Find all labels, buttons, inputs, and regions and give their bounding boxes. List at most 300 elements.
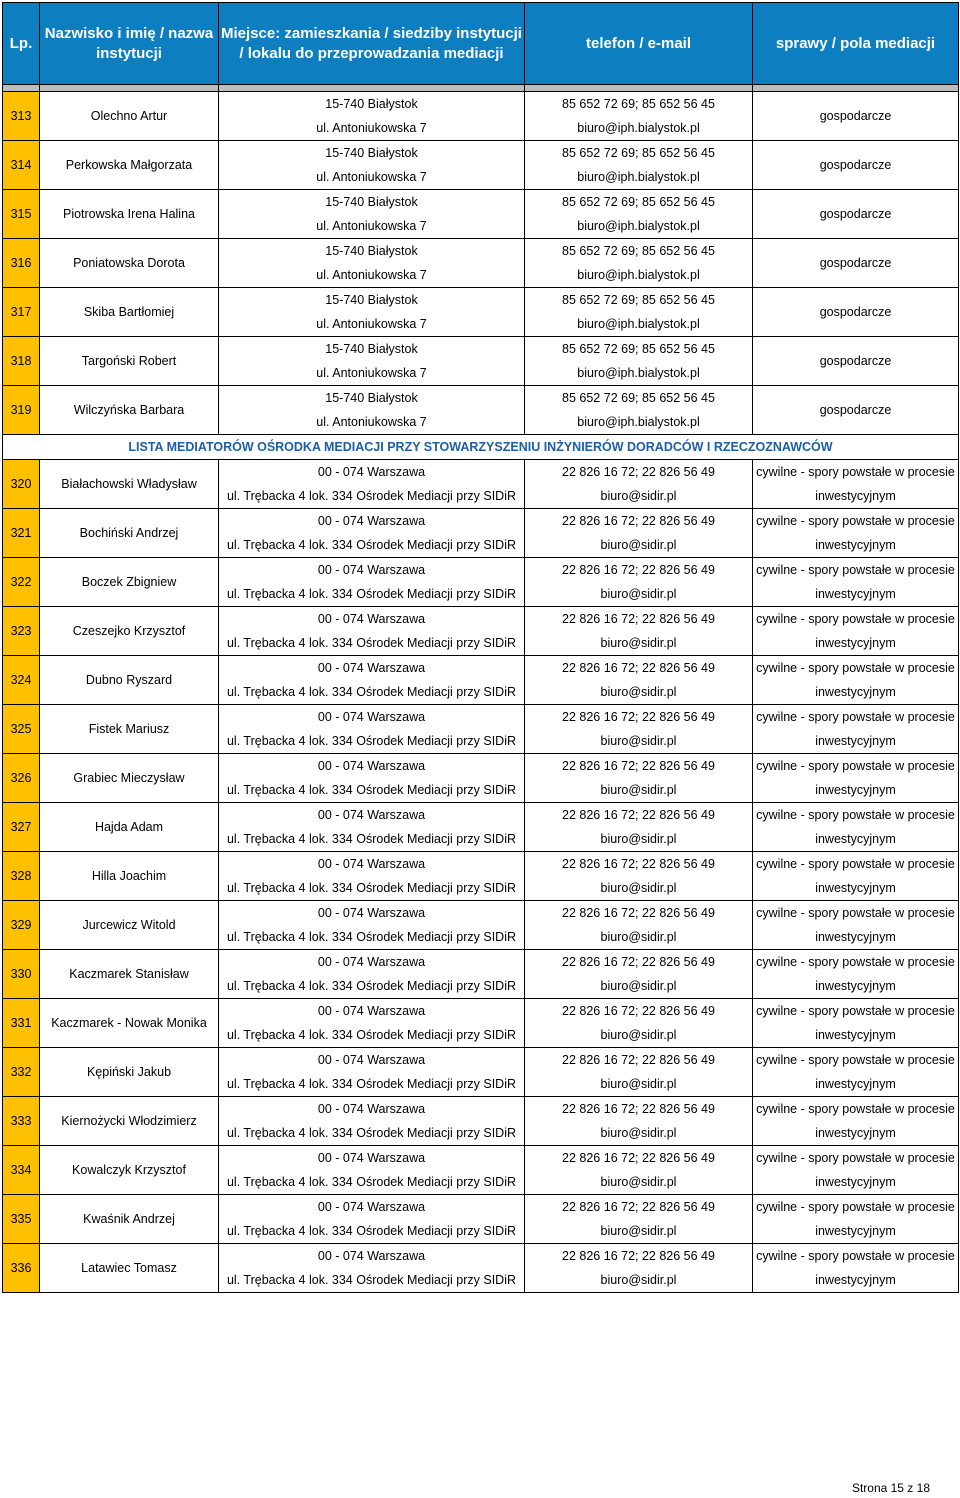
address xyxy=(219,1146,525,1195)
mediator-name xyxy=(40,705,219,754)
address xyxy=(219,950,525,999)
address-street: ul. Trębacka 4 lok. 334 Ośrodek Mediacji przy SIDiR xyxy=(226,1028,516,1042)
address-city: 15-740 Białystok xyxy=(325,391,418,405)
address-street: ul. Trębacka 4 lok. 334 Ośrodek Mediacji przy SIDiR xyxy=(226,587,516,601)
cases xyxy=(753,509,959,558)
mediator-name xyxy=(40,190,219,239)
table-row xyxy=(3,607,959,656)
address-city: 15-740 Białystok xyxy=(325,244,418,258)
address-street: ul. Trębacka 4 lok. 334 Ośrodek Mediacji przy SIDiR xyxy=(226,979,516,993)
address-city: 00 - 074 Warszawa xyxy=(317,1249,426,1263)
row-number xyxy=(3,607,40,656)
cases-text: cywilne - spory powstałe w procesie xyxy=(756,1102,955,1116)
cases-text: cywilne - spory powstałe w procesie xyxy=(756,563,955,577)
email-text: biuro@iph.bialystok.pl xyxy=(577,170,700,184)
table-row xyxy=(3,754,959,803)
cases-text-2: inwestycyjnym xyxy=(815,832,896,846)
address-city: 15-740 Białystok xyxy=(325,195,418,209)
cases-text-2: inwestycyjnym xyxy=(815,1028,896,1042)
mediator-name-text: Kępiński Jakub xyxy=(86,1065,172,1079)
contact xyxy=(525,901,753,950)
phone-text: 22 826 16 72; 22 826 56 49 xyxy=(562,514,715,528)
email-text: biuro@iph.bialystok.pl xyxy=(577,121,700,135)
row-number xyxy=(3,558,40,607)
mediators-table xyxy=(2,84,959,1293)
cases-text: cywilne - spory powstałe w procesie xyxy=(756,465,955,479)
address xyxy=(219,1195,525,1244)
row-number xyxy=(3,386,40,435)
cases xyxy=(753,1048,959,1097)
table-row xyxy=(3,92,959,141)
table-row xyxy=(3,1048,959,1097)
contact xyxy=(525,1195,753,1244)
address-city: 00 - 074 Warszawa xyxy=(317,1151,426,1165)
row-number xyxy=(3,92,40,141)
cases-text-2: inwestycyjnym xyxy=(815,783,896,797)
address-street: ul. Antoniukowska 7 xyxy=(316,121,427,135)
mediator-name xyxy=(40,656,219,705)
address xyxy=(219,558,525,607)
contact xyxy=(525,509,753,558)
cases-text: cywilne - spory powstałe w procesie xyxy=(756,808,955,822)
row-number-text: 313 xyxy=(10,109,32,123)
address xyxy=(219,999,525,1048)
email-text: biuro@iph.bialystok.pl xyxy=(577,366,700,380)
mediator-name xyxy=(40,92,219,141)
mediator-name-text: Fistek Mariusz xyxy=(88,722,170,736)
row-number xyxy=(3,1146,40,1195)
cases-text-2: inwestycyjnym xyxy=(815,1077,896,1091)
address xyxy=(219,337,525,386)
mediator-name xyxy=(40,999,219,1048)
email-text: biuro@sidir.pl xyxy=(600,1028,677,1042)
contact xyxy=(525,1244,753,1293)
row-number-text: 336 xyxy=(10,1261,32,1275)
row-number xyxy=(3,337,40,386)
email-text: biuro@sidir.pl xyxy=(600,1273,677,1287)
phone-text: 85 652 72 69; 85 652 56 45 xyxy=(562,391,715,405)
mediator-name xyxy=(40,852,219,901)
table-row xyxy=(3,141,959,190)
address-street: ul. Trębacka 4 lok. 334 Ośrodek Mediacji przy SIDiR xyxy=(226,636,516,650)
email-text: biuro@sidir.pl xyxy=(600,1175,677,1189)
row-number xyxy=(3,1048,40,1097)
spacer-cell xyxy=(40,85,219,92)
mediator-name-text: Kowalczyk Krzysztof xyxy=(72,1163,186,1177)
address xyxy=(219,288,525,337)
address xyxy=(219,190,525,239)
row-number-text: 335 xyxy=(10,1212,32,1226)
row-number xyxy=(3,803,40,852)
cases xyxy=(753,190,959,239)
cases-text: cywilne - spory powstałe w procesie xyxy=(756,710,955,724)
table-row xyxy=(3,288,959,337)
row-number xyxy=(3,901,40,950)
email-text: biuro@iph.bialystok.pl xyxy=(577,317,700,331)
mediator-name-text: Hilla Joachim xyxy=(91,869,167,883)
cases-text-2: inwestycyjnym xyxy=(815,881,896,895)
mediator-name-text: Grabiec Mieczysław xyxy=(73,771,185,785)
mediator-name-text: Kaczmarek Stanisław xyxy=(69,967,189,981)
row-number xyxy=(3,950,40,999)
mediator-name-text: Dubno Ryszard xyxy=(85,673,173,687)
address-street: ul. Antoniukowska 7 xyxy=(316,170,427,184)
mediator-name-text: Boczek Zbigniew xyxy=(81,575,177,589)
email-text: biuro@sidir.pl xyxy=(600,930,677,944)
contact xyxy=(525,1097,753,1146)
row-number-text: 314 xyxy=(10,158,32,172)
address-city: 00 - 074 Warszawa xyxy=(317,710,426,724)
email-text: biuro@iph.bialystok.pl xyxy=(577,219,700,233)
table-row xyxy=(3,1244,959,1293)
row-number-text: 327 xyxy=(10,820,32,834)
mediator-name-text: Latawiec Tomasz xyxy=(81,1261,177,1275)
row-number xyxy=(3,239,40,288)
cases-text: gospodarcze xyxy=(819,305,892,319)
address xyxy=(219,607,525,656)
row-number-text: 315 xyxy=(10,207,32,221)
address-street: ul. Trębacka 4 lok. 334 Ośrodek Mediacji przy SIDiR xyxy=(226,1224,516,1238)
header-cases: sprawy / pola mediacji xyxy=(753,3,959,86)
cases-text: cywilne - spory powstałe w procesie xyxy=(756,955,955,969)
cases xyxy=(753,1097,959,1146)
mediator-name-text: Skiba Bartłomiej xyxy=(83,305,175,319)
address-city: 00 - 074 Warszawa xyxy=(317,1053,426,1067)
contact xyxy=(525,1146,753,1195)
contact xyxy=(525,460,753,509)
email-text: biuro@iph.bialystok.pl xyxy=(577,268,700,282)
mediator-name-text: Białachowski Władysław xyxy=(61,477,197,491)
address-street: ul. Trębacka 4 lok. 334 Ośrodek Mediacji przy SIDiR xyxy=(226,489,516,503)
cases xyxy=(753,337,959,386)
mediator-name-text: Czeszejko Krzysztof xyxy=(72,624,186,638)
address xyxy=(219,1097,525,1146)
email-text: biuro@sidir.pl xyxy=(600,538,677,552)
phone-text: 22 826 16 72; 22 826 56 49 xyxy=(562,1200,715,1214)
address-street: ul. Trębacka 4 lok. 334 Ośrodek Mediacji przy SIDiR xyxy=(226,1273,516,1287)
row-number-text: 319 xyxy=(10,403,32,417)
row-number-text: 325 xyxy=(10,722,32,736)
row-number-text: 334 xyxy=(10,1163,32,1177)
cases-text: gospodarcze xyxy=(819,256,892,270)
mediator-name xyxy=(40,141,219,190)
address-street: ul. Antoniukowska 7 xyxy=(316,415,427,429)
address-street: ul. Antoniukowska 7 xyxy=(316,268,427,282)
address-city: 00 - 074 Warszawa xyxy=(317,1102,426,1116)
cases-text: cywilne - spory powstałe w procesie xyxy=(756,906,955,920)
address-street: ul. Trębacka 4 lok. 334 Ośrodek Mediacji przy SIDiR xyxy=(226,734,516,748)
cases-text-2: inwestycyjnym xyxy=(815,930,896,944)
mediator-name-text: Targoński Robert xyxy=(81,354,177,368)
address-street: ul. Antoniukowska 7 xyxy=(316,366,427,380)
mediator-name xyxy=(40,1146,219,1195)
cases xyxy=(753,386,959,435)
contact xyxy=(525,386,753,435)
row-number xyxy=(3,999,40,1048)
cases xyxy=(753,141,959,190)
email-text: biuro@sidir.pl xyxy=(600,881,677,895)
cases xyxy=(753,239,959,288)
section-title: LISTA MEDIATORÓW OŚRODKA MEDIACJI PRZY STOWARZYSZENIU INŻYNIERÓW DORADCÓW I RZECZOZNAWCÓW xyxy=(3,435,959,460)
header-phone: telefon / e-mail xyxy=(525,3,753,86)
table-row xyxy=(3,999,959,1048)
cases-text: cywilne - spory powstałe w procesie xyxy=(756,1053,955,1067)
cases-text: cywilne - spory powstałe w procesie xyxy=(756,1200,955,1214)
phone-text: 22 826 16 72; 22 826 56 49 xyxy=(562,857,715,871)
mediator-name xyxy=(40,460,219,509)
cases-text-2: inwestycyjnym xyxy=(815,1126,896,1140)
contact xyxy=(525,190,753,239)
cases-text: gospodarcze xyxy=(819,207,892,221)
email-text: biuro@sidir.pl xyxy=(600,1224,677,1238)
phone-text: 22 826 16 72; 22 826 56 49 xyxy=(562,563,715,577)
row-number xyxy=(3,754,40,803)
email-text: biuro@sidir.pl xyxy=(600,734,677,748)
table-row xyxy=(3,852,959,901)
cases xyxy=(753,288,959,337)
row-number-text: 333 xyxy=(10,1114,32,1128)
table-row xyxy=(3,705,959,754)
address xyxy=(219,803,525,852)
cases xyxy=(753,1244,959,1293)
contact xyxy=(525,141,753,190)
email-text: biuro@sidir.pl xyxy=(600,783,677,797)
mediator-name xyxy=(40,901,219,950)
email-text: biuro@iph.bialystok.pl xyxy=(577,415,700,429)
table-row xyxy=(3,1097,959,1146)
spacer-cell xyxy=(219,85,525,92)
cases-text: cywilne - spory powstałe w procesie xyxy=(756,759,955,773)
address-street: ul. Trębacka 4 lok. 334 Ośrodek Mediacji przy SIDiR xyxy=(226,832,516,846)
header-place: Miejsce: zamieszkania / siedziby instytucji / lokalu do przeprowadzania mediacji xyxy=(219,3,525,86)
address xyxy=(219,754,525,803)
row-number xyxy=(3,852,40,901)
mediator-name-text: Kaczmarek - Nowak Monika xyxy=(51,1016,207,1030)
phone-text: 22 826 16 72; 22 826 56 49 xyxy=(562,1004,715,1018)
mediator-name xyxy=(40,607,219,656)
address-city: 00 - 074 Warszawa xyxy=(317,612,426,626)
phone-text: 22 826 16 72; 22 826 56 49 xyxy=(562,955,715,969)
address xyxy=(219,509,525,558)
mediator-name-text: Hajda Adam xyxy=(94,820,164,834)
email-text: biuro@sidir.pl xyxy=(600,587,677,601)
table-row xyxy=(3,337,959,386)
row-number xyxy=(3,509,40,558)
cases-text: gospodarcze xyxy=(819,158,892,172)
address-city: 00 - 074 Warszawa xyxy=(317,955,426,969)
cases-text: cywilne - spory powstałe w procesie xyxy=(756,857,955,871)
contact xyxy=(525,1048,753,1097)
contact xyxy=(525,92,753,141)
address xyxy=(219,92,525,141)
table-row xyxy=(3,509,959,558)
row-number-text: 316 xyxy=(10,256,32,270)
phone-text: 22 826 16 72; 22 826 56 49 xyxy=(562,906,715,920)
address xyxy=(219,141,525,190)
contact xyxy=(525,337,753,386)
row-number-text: 323 xyxy=(10,624,32,638)
phone-text: 22 826 16 72; 22 826 56 49 xyxy=(562,1151,715,1165)
table-row xyxy=(3,656,959,705)
table-row xyxy=(3,558,959,607)
contact xyxy=(525,754,753,803)
email-text: biuro@sidir.pl xyxy=(600,1077,677,1091)
cases-text-2: inwestycyjnym xyxy=(815,1273,896,1287)
phone-text: 22 826 16 72; 22 826 56 49 xyxy=(562,465,715,479)
email-text: biuro@sidir.pl xyxy=(600,685,677,699)
row-number-text: 329 xyxy=(10,918,32,932)
phone-text: 22 826 16 72; 22 826 56 49 xyxy=(562,808,715,822)
mediator-name xyxy=(40,558,219,607)
phone-text: 85 652 72 69; 85 652 56 45 xyxy=(562,293,715,307)
address-city: 00 - 074 Warszawa xyxy=(317,906,426,920)
cases-text-2: inwestycyjnym xyxy=(815,636,896,650)
mediator-name xyxy=(40,239,219,288)
address-city: 15-740 Białystok xyxy=(325,146,418,160)
row-number xyxy=(3,288,40,337)
table-row xyxy=(3,190,959,239)
cases-text: cywilne - spory powstałe w procesie xyxy=(756,612,955,626)
cases xyxy=(753,999,959,1048)
phone-text: 85 652 72 69; 85 652 56 45 xyxy=(562,97,715,111)
cases xyxy=(753,852,959,901)
address xyxy=(219,1244,525,1293)
spacer-row xyxy=(3,85,959,92)
cases-text-2: inwestycyjnym xyxy=(815,979,896,993)
mediator-name-text: Wilczyńska Barbara xyxy=(73,403,185,417)
table-row xyxy=(3,386,959,435)
phone-text: 22 826 16 72; 22 826 56 49 xyxy=(562,612,715,626)
cases-text: gospodarcze xyxy=(819,354,892,368)
mediator-name xyxy=(40,950,219,999)
address-street: ul. Trębacka 4 lok. 334 Ośrodek Mediacji przy SIDiR xyxy=(226,1175,516,1189)
mediator-name-text: Bochiński Andrzej xyxy=(79,526,179,540)
cases xyxy=(753,558,959,607)
row-number-text: 330 xyxy=(10,967,32,981)
email-text: biuro@sidir.pl xyxy=(600,489,677,503)
row-number-text: 322 xyxy=(10,575,32,589)
mediator-name-text: Olechno Artur xyxy=(90,109,168,123)
row-number xyxy=(3,656,40,705)
address-city: 00 - 074 Warszawa xyxy=(317,661,426,675)
email-text: biuro@sidir.pl xyxy=(600,1126,677,1140)
mediator-name-text: Jurcewicz Witold xyxy=(82,918,176,932)
contact xyxy=(525,656,753,705)
mediator-name xyxy=(40,509,219,558)
cases xyxy=(753,656,959,705)
address-city: 00 - 074 Warszawa xyxy=(317,465,426,479)
address-city: 00 - 074 Warszawa xyxy=(317,514,426,528)
contact xyxy=(525,239,753,288)
row-number-text: 331 xyxy=(10,1016,32,1030)
spacer-cell xyxy=(753,85,959,92)
contact xyxy=(525,852,753,901)
mediator-name-text: Kiernożycki Włodzimierz xyxy=(61,1114,197,1128)
mediator-name xyxy=(40,288,219,337)
cases-text-2: inwestycyjnym xyxy=(815,1175,896,1189)
row-number-text: 326 xyxy=(10,771,32,785)
table-row xyxy=(3,901,959,950)
address xyxy=(219,656,525,705)
phone-text: 85 652 72 69; 85 652 56 45 xyxy=(562,146,715,160)
address xyxy=(219,239,525,288)
email-text: biuro@sidir.pl xyxy=(600,979,677,993)
phone-text: 85 652 72 69; 85 652 56 45 xyxy=(562,195,715,209)
row-number xyxy=(3,1195,40,1244)
cases-text-2: inwestycyjnym xyxy=(815,1224,896,1238)
cases xyxy=(753,460,959,509)
phone-text: 85 652 72 69; 85 652 56 45 xyxy=(562,342,715,356)
cases-text-2: inwestycyjnym xyxy=(815,489,896,503)
cases-text: cywilne - spory powstałe w procesie xyxy=(756,514,955,528)
address xyxy=(219,705,525,754)
row-number xyxy=(3,190,40,239)
row-number xyxy=(3,1244,40,1293)
contact xyxy=(525,803,753,852)
address-city: 00 - 074 Warszawa xyxy=(317,1004,426,1018)
cases-text: gospodarcze xyxy=(819,109,892,123)
mediator-name-text: Poniatowska Dorota xyxy=(73,256,185,270)
table-row xyxy=(3,803,959,852)
contact xyxy=(525,999,753,1048)
cases-text-2: inwestycyjnym xyxy=(815,734,896,748)
row-number-text: 328 xyxy=(10,869,32,883)
address-street: ul. Trębacka 4 lok. 334 Ośrodek Mediacji przy SIDiR xyxy=(226,1126,516,1140)
table-row xyxy=(3,460,959,509)
mediator-name xyxy=(40,1048,219,1097)
mediator-name xyxy=(40,754,219,803)
row-number xyxy=(3,1097,40,1146)
address-street: ul. Antoniukowska 7 xyxy=(316,219,427,233)
spacer-cell xyxy=(525,85,753,92)
contact xyxy=(525,607,753,656)
cases-text: cywilne - spory powstałe w procesie xyxy=(756,661,955,675)
row-number xyxy=(3,141,40,190)
phone-text: 22 826 16 72; 22 826 56 49 xyxy=(562,661,715,675)
table-row xyxy=(3,239,959,288)
table-row xyxy=(3,1195,959,1244)
row-number-text: 332 xyxy=(10,1065,32,1079)
cases xyxy=(753,705,959,754)
address-street: ul. Trębacka 4 lok. 334 Ośrodek Mediacji przy SIDiR xyxy=(226,1077,516,1091)
address xyxy=(219,901,525,950)
address-city: 00 - 074 Warszawa xyxy=(317,1200,426,1214)
section-title-row xyxy=(3,435,959,460)
mediator-name xyxy=(40,1097,219,1146)
phone-text: 22 826 16 72; 22 826 56 49 xyxy=(562,1053,715,1067)
address-street: ul. Trębacka 4 lok. 334 Ośrodek Mediacji przy SIDiR xyxy=(226,538,516,552)
phone-text: 22 826 16 72; 22 826 56 49 xyxy=(562,1249,715,1263)
mediator-name xyxy=(40,1195,219,1244)
cases-text: gospodarcze xyxy=(819,403,892,417)
row-number-text: 318 xyxy=(10,354,32,368)
mediator-name xyxy=(40,337,219,386)
cases xyxy=(753,607,959,656)
address-city: 15-740 Białystok xyxy=(325,293,418,307)
header-name: Nazwisko i imię / nazwa instytucji xyxy=(40,3,219,86)
address-street: ul. Trębacka 4 lok. 334 Ośrodek Mediacji przy SIDiR xyxy=(226,881,516,895)
cases xyxy=(753,754,959,803)
address xyxy=(219,386,525,435)
cases xyxy=(753,901,959,950)
mediator-name xyxy=(40,803,219,852)
address-city: 00 - 074 Warszawa xyxy=(317,857,426,871)
address-city: 15-740 Białystok xyxy=(325,342,418,356)
cases-text-2: inwestycyjnym xyxy=(815,685,896,699)
cases-text-2: inwestycyjnym xyxy=(815,587,896,601)
address-street: ul. Antoniukowska 7 xyxy=(316,317,427,331)
address xyxy=(219,460,525,509)
